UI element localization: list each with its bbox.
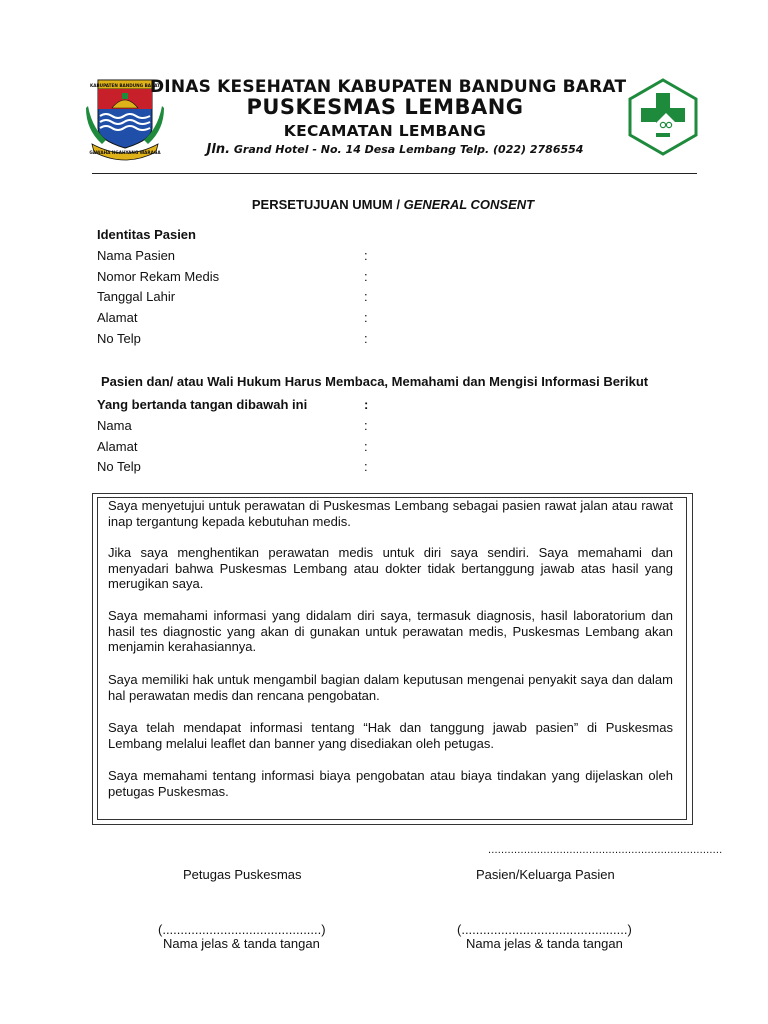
- form-title-main: PERSETUJUAN UMUM /: [251, 197, 400, 212]
- consent-statement: Saya menyetujui untuk perawatan di Puskesmas Lembang sebagai pasien rawat jalan atau rawat inap tergantung kepada kebutuhan medis.: [108, 498, 673, 529]
- facility-name: PUSKESMAS LEMBANG: [246, 95, 524, 119]
- officer-name-line: (............................................): [158, 922, 326, 937]
- patient-name-line: (..............................................): [457, 922, 632, 937]
- field-colon: :: [364, 331, 368, 346]
- field-colon: :: [364, 397, 369, 412]
- consent-statement: Saya memahami tentang informasi biaya pengobatan atau biaya tindakan yang dijelaskan oleh petugas Puskesmas.: [108, 768, 673, 799]
- patient-field-label: Nama Pasien: [97, 248, 176, 263]
- signer-field-label: Nama: [97, 418, 132, 433]
- consent-statement: Saya telah mendapat informasi tentang “Hak dan tanggung jawab pasien” di Puskesmas Lembang melalui leaflet dan banner yang disediakan oleh petugas.: [108, 720, 673, 751]
- consent-statement: Saya memiliki hak untuk mengambil bagian dalam keputusan mengenai penyakit saya dan dalam hal perawatan medis dan rencana pengobatan.: [108, 672, 673, 703]
- form-title: [0, 197, 768, 212]
- field-colon: :: [364, 310, 368, 325]
- signer-field-label: No Telp: [97, 459, 141, 474]
- consent-statement: Jika saya menghentikan perawatan medis untuk diri saya sendiri. Saya memahami dan menyadari bahwa Puskesmas Lembang atau dokter tidak bertanggung jawab atas hasil yang merugikan saya.: [108, 545, 673, 592]
- officer-name-caption: Nama jelas & tanda tangan: [163, 936, 320, 951]
- patient-field-label: Alamat: [97, 310, 138, 325]
- address-prefix: Jln.: [206, 142, 231, 157]
- patient-name-caption: Nama jelas & tanda tangan: [466, 936, 623, 951]
- facility-address: [150, 142, 640, 157]
- field-colon: :: [364, 289, 368, 304]
- left-logo-text: KABUPATEN BANDUNG BARAT: [90, 83, 160, 88]
- left-logo-motto: GAWAHA NGAHYANG WARAGA: [89, 150, 161, 155]
- patient-section-heading: Identitas Pasien: [97, 227, 196, 242]
- signer-field-label: Alamat: [97, 439, 138, 454]
- field-colon: :: [364, 248, 368, 263]
- field-colon: :: [364, 418, 368, 433]
- patient-field-label: Nomor Rekam Medis: [97, 269, 220, 284]
- field-colon: :: [364, 459, 368, 474]
- signer-section-heading: Yang bertanda tangan dibawah ini: [97, 397, 308, 412]
- officer-role-label: Petugas Puskesmas: [183, 867, 302, 882]
- district-name: KECAMATAN LEMBANG: [283, 122, 487, 140]
- agency-name: DINAS KESEHATAN KABUPATEN BANDUNG BARAT: [150, 77, 627, 97]
- address-text: Grand Hotel - No. 14 Desa Lembang Telp. (022) 2786554: [233, 143, 584, 156]
- patient-field-label: No Telp: [97, 331, 141, 346]
- field-colon: :: [364, 269, 368, 284]
- patient-role-label: Pasien/Keluarga Pasien: [476, 867, 615, 882]
- consent-statement: Saya memahami informasi yang didalam diri saya, termasuk diagnosis, hasil laboratorium dan hasil tes diagnostic yang akan di gunakan untuk perawatan medis, Puskesmas Lembang akan menjamin kerahasiannya.: [108, 608, 673, 655]
- date-line: ........................................................................: [488, 844, 723, 856]
- form-title-italic: GENERAL CONSENT: [403, 197, 535, 212]
- patient-field-label: Tanggal Lahir: [97, 289, 176, 304]
- field-colon: :: [364, 439, 368, 454]
- header-divider: [92, 173, 697, 174]
- guardian-notice: Pasien dan/ atau Wali Hukum Harus Membaca, Memahami dan Mengisi Informasi Berikut: [101, 374, 649, 389]
